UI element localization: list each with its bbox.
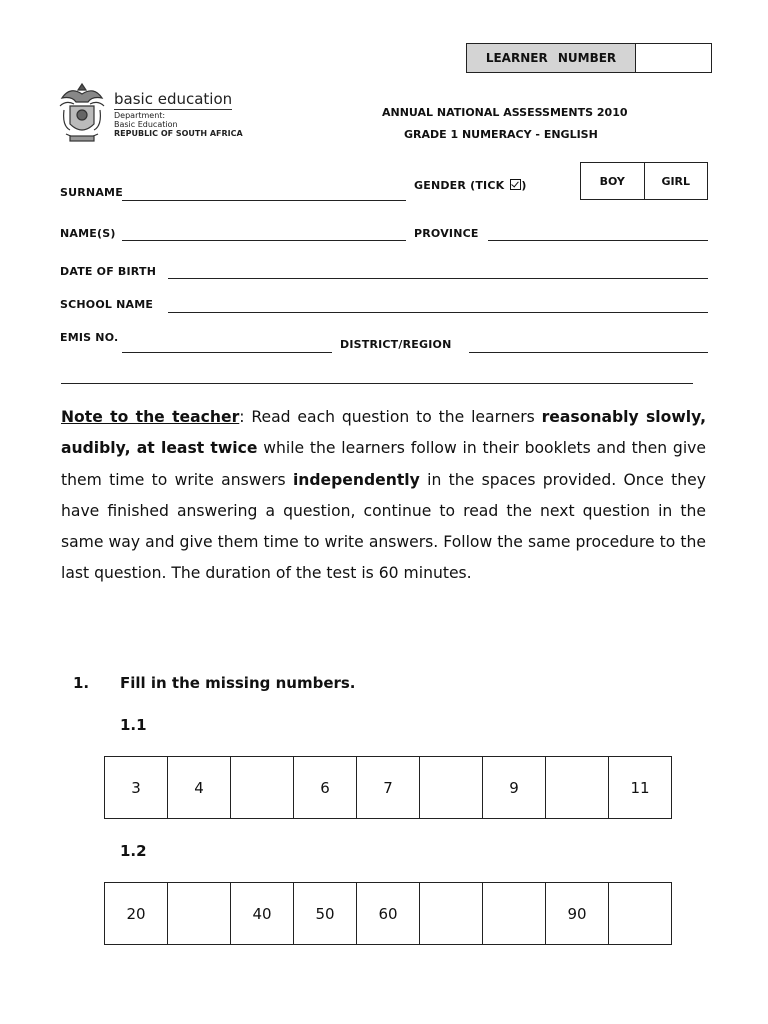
subquestion-2-label: 1.2: [120, 842, 147, 860]
surname-label: SURNAME: [60, 186, 123, 199]
names-field[interactable]: [122, 240, 406, 241]
learner-number-label: LEARNER NUMBER: [467, 44, 636, 72]
dept-line-1: Department:: [114, 111, 166, 120]
grid-cell[interactable]: 90: [546, 883, 609, 945]
grid-cell[interactable]: [483, 883, 546, 945]
gender-box: [580, 162, 708, 200]
question-text: Fill in the missing numbers.: [120, 674, 356, 692]
province-field[interactable]: [488, 240, 708, 241]
grid-cell[interactable]: 50: [294, 883, 357, 945]
grid-cell[interactable]: [546, 757, 609, 819]
department-text: [114, 111, 243, 138]
grid-cell[interactable]: 40: [231, 883, 294, 945]
school-label: SCHOOL NAME: [60, 298, 154, 311]
school-field[interactable]: [168, 312, 708, 313]
note-heading: Note to the teacher: [61, 408, 240, 426]
note-emphasis-2: independently: [292, 470, 420, 489]
assessment-title: ANNUAL NATIONAL ASSESSMENTS 2010: [382, 106, 628, 119]
grid-cell[interactable]: [420, 757, 483, 819]
grid-cell[interactable]: 7: [357, 757, 420, 819]
province-label: PROVINCE: [414, 227, 479, 240]
grid-cell[interactable]: 11: [609, 757, 672, 819]
gender-boy-cell[interactable]: BOY: [599, 175, 625, 188]
learner-number-field[interactable]: [636, 44, 711, 72]
grid-cell[interactable]: 4: [168, 757, 231, 819]
grid-cell[interactable]: [168, 883, 231, 945]
emis-field[interactable]: [122, 352, 332, 353]
grid-cell[interactable]: [609, 883, 672, 945]
section-divider: [61, 383, 693, 384]
checkbox-tick-icon: [510, 179, 521, 190]
coat-of-arms-icon: [56, 80, 108, 146]
learner-number-box: [466, 43, 712, 73]
grid-cell[interactable]: 60: [357, 883, 420, 945]
gender-label: GENDER (TICK ): [414, 179, 527, 192]
grid-cell[interactable]: [420, 883, 483, 945]
names-label: NAME(S): [60, 227, 116, 240]
note-emphasis-1: reasonably slowly, audibly, at least twice: [61, 408, 706, 458]
grid-cell[interactable]: 6: [294, 757, 357, 819]
number-grid-2: [104, 882, 672, 945]
dob-field[interactable]: [168, 278, 708, 279]
number-grid-1: [104, 756, 672, 819]
grid-cell[interactable]: 3: [105, 757, 168, 819]
emis-label: EMIS NO.: [60, 331, 119, 344]
grade-title: GRADE 1 NUMERACY - ENGLISH: [404, 128, 598, 141]
surname-field[interactable]: [122, 200, 406, 201]
grid-cell[interactable]: 20: [105, 883, 168, 945]
gender-girl-cell[interactable]: GIRL: [644, 163, 708, 199]
grid-cell[interactable]: 9: [483, 757, 546, 819]
district-field[interactable]: [469, 352, 708, 353]
dept-line-3: REPUBLIC OF SOUTH AFRICA: [114, 129, 243, 138]
district-label: DISTRICT/REGION: [340, 338, 452, 351]
dept-line-2: Basic Education: [114, 120, 178, 129]
brand-rule: [114, 109, 232, 110]
question-number: 1.: [73, 674, 90, 692]
subquestion-1-label: 1.1: [120, 716, 147, 734]
brand-name: basic education: [114, 90, 233, 108]
dob-label: DATE OF BIRTH: [60, 265, 157, 278]
teacher-note: Note to the teacher: Read each question to the learners reasonably slowly, audibly, at least twice while the learners follow in their booklets and then give them time to write answers independently in the spaces provided. Once they have finished answering a question, continue to read the next question in the same way and give them time to write answers. Follow the same procedure to the last question. The duration of the test is 60 minutes.: [61, 408, 706, 583]
grid-cell[interactable]: [231, 757, 294, 819]
